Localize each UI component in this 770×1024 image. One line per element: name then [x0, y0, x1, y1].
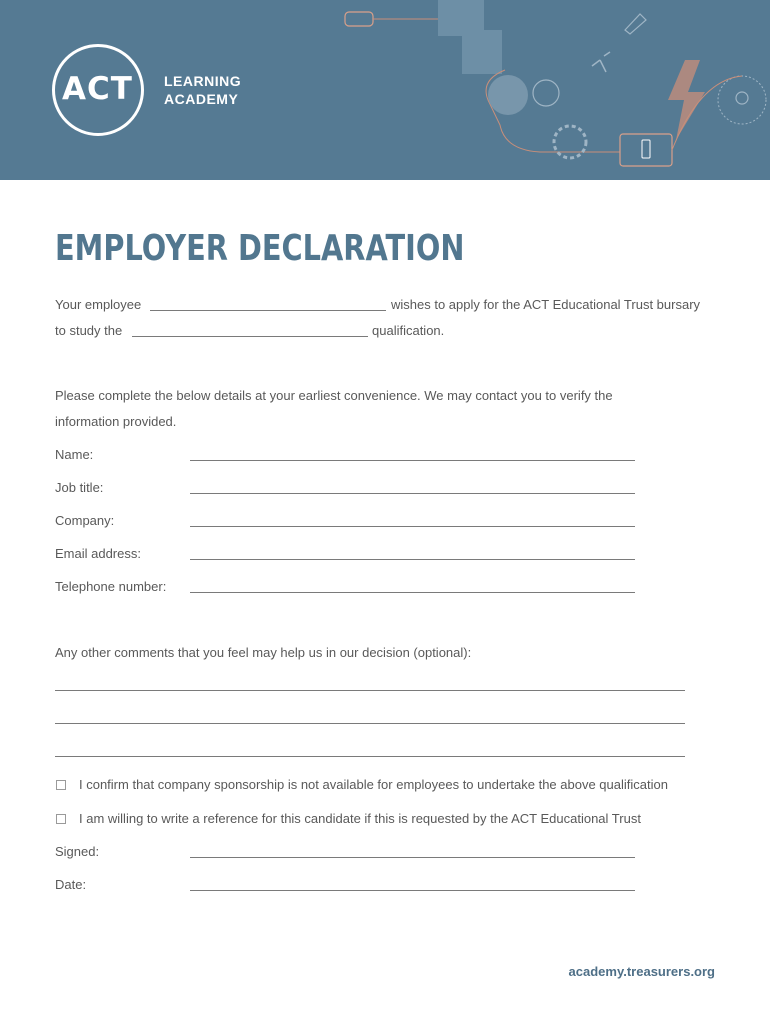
comments-line-3[interactable] — [55, 756, 685, 757]
logo-mark: ACT — [62, 71, 133, 107]
website-link[interactable]: academy.treasurers.org — [568, 964, 715, 979]
instructions-line-2: information provided. — [55, 414, 177, 429]
header-banner — [0, 0, 770, 180]
date-field[interactable] — [190, 890, 635, 891]
laptop-icon — [620, 134, 672, 166]
sponsorship-checkbox[interactable] — [56, 780, 66, 790]
logo-text-learning: LEARNING — [164, 73, 242, 89]
intro-text-1b: wishes to apply for the ACT Educational Trust bursary — [391, 297, 701, 312]
intro-text-2a: to study the — [55, 323, 123, 338]
reference-checkbox[interactable] — [56, 814, 66, 824]
telephone-field[interactable] — [190, 592, 635, 593]
job-title-field[interactable] — [190, 493, 635, 494]
company-field[interactable] — [190, 526, 635, 527]
sponsorship-checkbox-label: I confirm that company sponsorship is not available for employees to undertake the above qualification — [79, 777, 668, 792]
intro-text-2b: qualification. — [372, 323, 445, 338]
logo-text-academy: ACADEMY — [164, 91, 239, 107]
telephone-label: Telephone number: — [55, 579, 167, 594]
date-label: Date: — [55, 877, 87, 892]
page-title: EMPLOYER DECLARATION — [55, 228, 465, 269]
employee-name-line[interactable] — [150, 310, 386, 311]
email-field[interactable] — [190, 559, 635, 560]
comments-label: Any other comments that you feel may help us in our decision (optional): — [55, 645, 472, 660]
usb-plug-icon — [345, 12, 373, 26]
name-field[interactable] — [190, 460, 635, 461]
rocket-icon — [625, 14, 646, 34]
comments-line-1[interactable] — [55, 690, 685, 691]
company-label: Company: — [55, 513, 115, 528]
comments-line-2[interactable] — [55, 723, 685, 724]
qualification-line[interactable] — [132, 336, 368, 337]
cursor-icon — [592, 52, 610, 72]
phone-icon — [642, 140, 650, 158]
pixel-block — [462, 30, 502, 74]
ring-icon — [554, 126, 586, 158]
email-label: Email address: — [55, 546, 141, 561]
signed-label: Signed: — [55, 844, 100, 859]
instructions-line-1: Please complete the below details at your earliest convenience. We may contact you to verify the — [55, 388, 613, 403]
location-pin-icon — [718, 76, 766, 124]
logo — [52, 44, 144, 136]
reference-checkbox-label: I am willing to write a reference for this candidate if this is requested by the ACT Educational Trust — [79, 811, 641, 826]
intro-text-1a: Your employee — [55, 297, 142, 312]
name-label: Name: — [55, 447, 94, 462]
signature-field[interactable] — [190, 857, 635, 858]
lightning-icon — [668, 60, 705, 140]
head-icon — [488, 75, 528, 115]
bubble-icon — [533, 80, 559, 106]
job-title-label: Job title: — [55, 480, 104, 495]
